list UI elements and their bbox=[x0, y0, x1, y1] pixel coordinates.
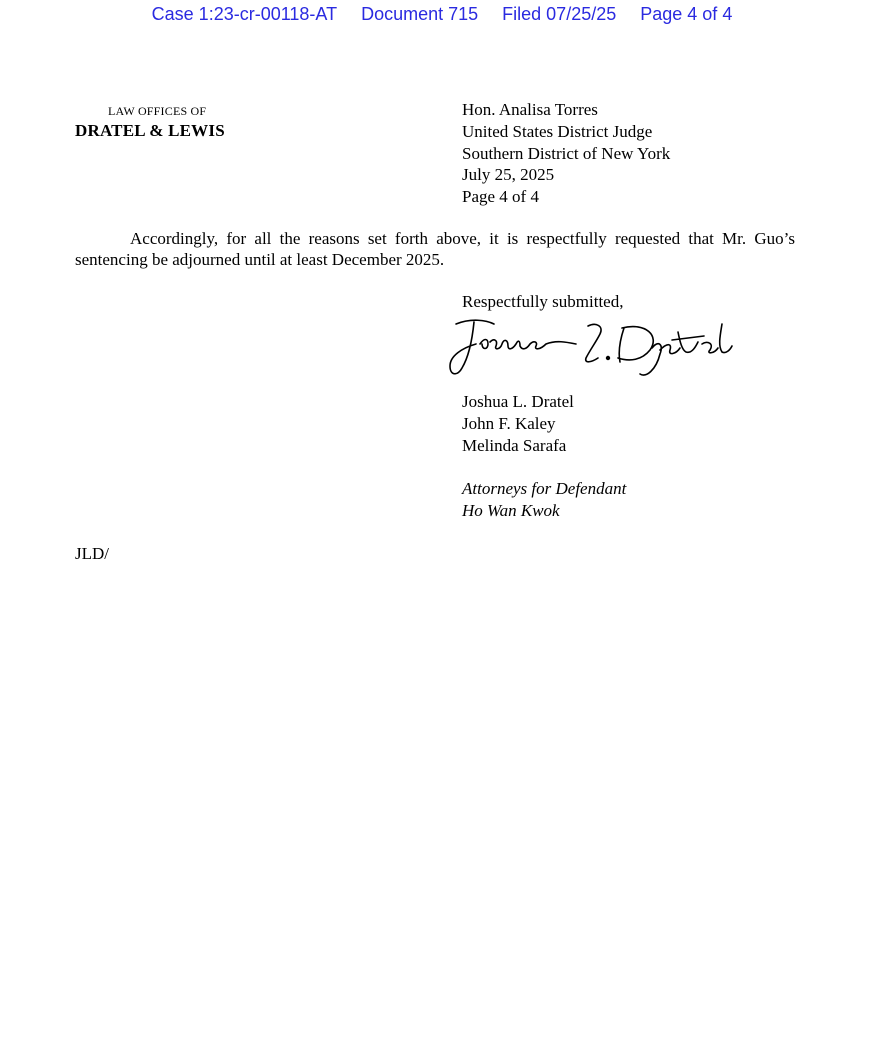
role-line: Attorneys for Defendant bbox=[462, 479, 627, 498]
signer-name: Joshua L. Dratel bbox=[462, 392, 574, 411]
typist-initials: JLD/ bbox=[75, 544, 109, 563]
letterhead bbox=[75, 103, 225, 141]
letter-page-number: Page 4 of 4 bbox=[462, 187, 539, 207]
page-count: Page 4 of 4 bbox=[640, 4, 733, 24]
firm-name: DRATEL & LEWIS bbox=[75, 121, 225, 140]
attorney-role bbox=[462, 478, 626, 522]
letterhead-label: LAW OFFICES OF bbox=[108, 104, 207, 118]
addressee-court: Southern District of New York bbox=[462, 143, 671, 163]
body-paragraph: Accordingly, for all the reasons set forth above, it is respectfully requested that Mr. Guo’s sentencing be adjourned until at least December 2025. bbox=[75, 229, 795, 269]
closing-line: Respectfully submitted, bbox=[462, 292, 624, 311]
addressee-title: United States District Judge bbox=[462, 121, 653, 141]
filed-date: Filed 07/25/25 bbox=[502, 4, 617, 24]
addressee-block bbox=[462, 99, 670, 208]
handwritten-signature bbox=[446, 314, 736, 380]
client-name: Ho Wan Kwok bbox=[462, 501, 560, 520]
ecf-header-stamp bbox=[0, 4, 884, 25]
addressee-name: Hon. Analisa Torres bbox=[462, 100, 598, 119]
signer-name: Melinda Sarafa bbox=[462, 436, 567, 455]
signer-names bbox=[462, 391, 574, 457]
signer-name: John F. Kaley bbox=[462, 414, 556, 433]
letter-date: July 25, 2025 bbox=[462, 165, 555, 185]
document-number: Document 715 bbox=[361, 4, 479, 24]
case-number: Case 1:23-cr-00118-AT bbox=[151, 4, 338, 24]
